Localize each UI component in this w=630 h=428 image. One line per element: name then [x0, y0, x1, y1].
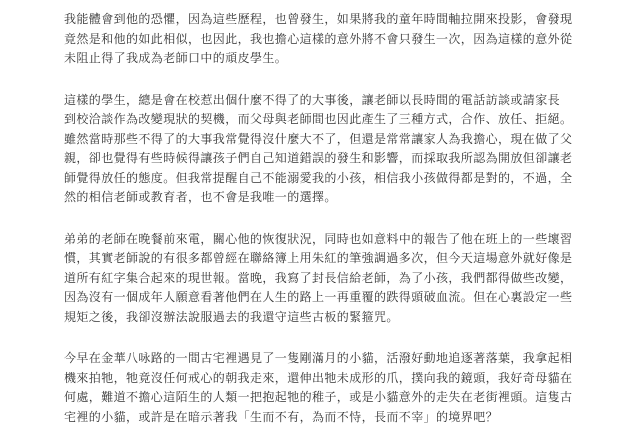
text-line: 我能體會到他的恐懼，因為這些歷程，也曾發生，如果將我的童年時間軸拉開來投影，會發現 [64, 12, 573, 26]
text-line: 機來拍牠，牠竟沒任何戒心的朝我走來，還伸出牠未成形的爪，撲向我的鏡頭，我好奇母貓在 [64, 370, 573, 385]
paragraph-2 [64, 91, 618, 208]
text-line: 弟弟的老師在晚餐前來電，關心他的恢復狀況，同時也如意料中的報告了他在班上的一些壞習 [64, 231, 573, 246]
text-line: 竟然是和他的如此相似，也因此，我也擔心這樣的意外將不會只發生一次，因為這樣的意外從 [64, 31, 573, 46]
text-line: 因為沒有一個成年人願意看著他們在人生的路上一再重覆的跌得頭破血流。但在心裏設定一些 [64, 290, 573, 304]
text-line: 未阻止得了我成為老師口中的頑皮學生。 [64, 51, 288, 65]
text-line: 何處，難道不擔心這陌生的人類一把抱起牠的稚子，或是小貓意外的走失在老街裡頭。這隻古 [64, 390, 573, 404]
paragraph-1 [64, 10, 618, 69]
text-line: 今早在金華八咏路的一間古宅裡遇見了一隻剛滿月的小貓，活潑好動地追逐著落葉，我拿起相 [64, 351, 573, 365]
paragraph-4 [64, 349, 618, 427]
text-line: 師覺得放任的態度。但我常提醒自己不能溺愛我的小孩，相信我小孩做得都是對的，不過，全 [64, 170, 573, 185]
text-line: 到校洽談作為改變現狀的契機，而父母與老師間也因此產生了三種方式，合作、放任、拒絕。 [64, 112, 573, 126]
text-line: 規矩之後，我卻沒辦法說服過去的我還守這些古板的緊箍咒。 [64, 309, 399, 324]
paragraph-3 [64, 230, 618, 328]
text-line: 宅裡的小貓，或許是在暗示著我「生而不有，為而不恃，長而不宰」的境界吧？ [64, 409, 499, 424]
text-line: 親，卻也覺得有些時候得讓孩子們自己知道錯誤的發生和影響，而採取我所認為開放但卻讓老 [64, 151, 573, 165]
text-line: 道所有紅字集合起來的現世報。當晚，我寫了封長信給老師，為了小孩，我們都得做些改變， [64, 270, 573, 285]
text-line: 然的相信老師或教育者，也不會是我唯一的選擇。 [64, 190, 337, 204]
text-line: 雖然當時那些不得了的大事我常覺得沒什麼大不了，但還是常常讓家人為我擔心，現在做了父 [64, 131, 573, 146]
text-line: 這樣的學生，總是會在校惹出個什麼不得了的大事後，讓老師以長時間的電話訪談或請家長 [64, 92, 561, 107]
text-line: 慣，其實老師說的有很多都曾經在聯絡簿上用朱紅的筆強調過多次，但今天這場意外就好像是 [64, 251, 573, 265]
